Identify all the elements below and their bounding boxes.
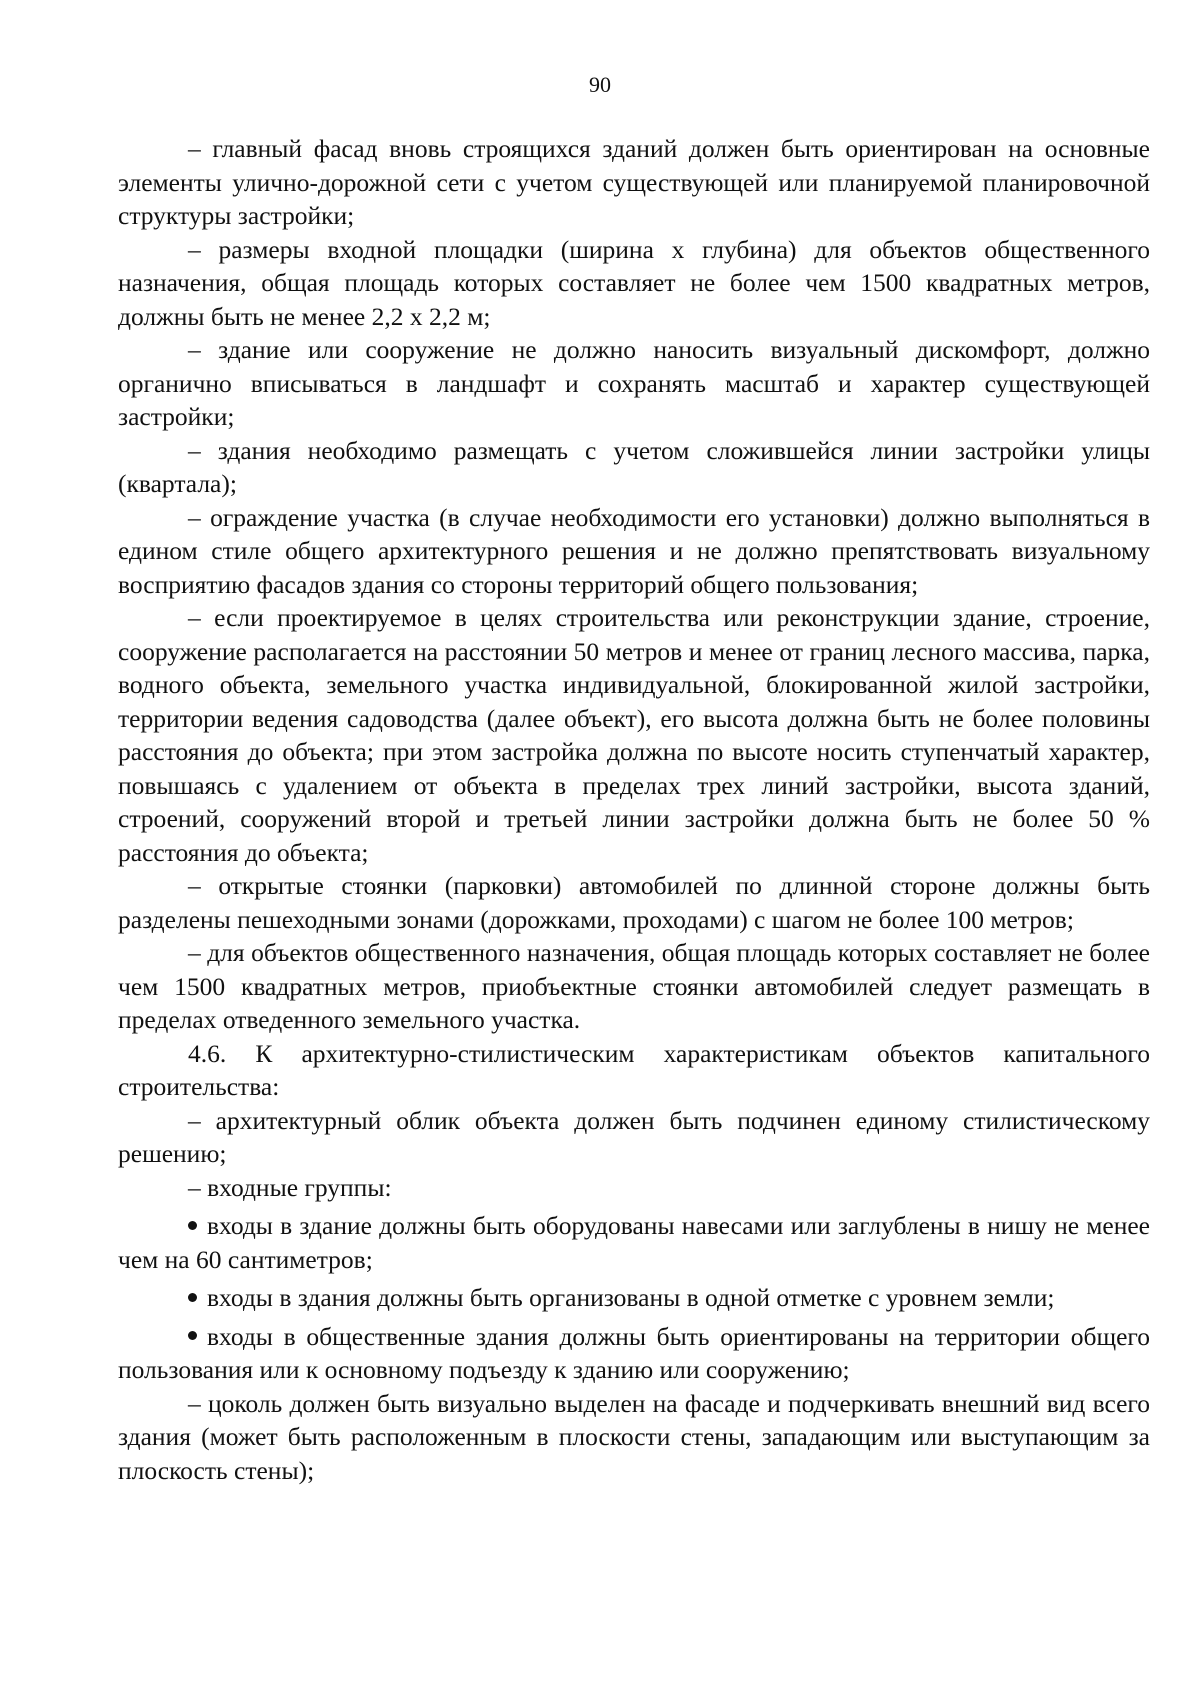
bullet-icon [188,1221,197,1230]
bullet-text: входы в общественные здания должны быть ориентированы на территории общего пользования или к основному подъезду к зданию или сооружению; [118,1321,1150,1384]
paragraph-parking-placement: – для объектов общественного назначения, общая площадь которых составляет не более чем 1500 квадратных метров, приобъектные стоянки автомобилей следует размещать в пределах отведенного земельного участка. [118,938,1150,1034]
paragraph-visual-comfort: – здание или сооружение не должно наносить визуальный дискомфорт, должно органично вписываться в ландшафт и сохранять масштаб и характер существующей застройки; [118,335,1150,431]
paragraph-plinth: – цоколь должен быть визуально выделен на фасаде и подчеркивать внешний вид всего здания (может быть расположенным в плоскости стены, западающим или выступающим за плоскость стены); [118,1388,1150,1485]
bullet-item [118,1276,1150,1315]
paragraph-architectural-style: – архитектурный облик объекта должен быть подчинен единому стилистическому решению; [118,1105,1150,1168]
paragraph-entrance-groups: – входные группы: [188,1172,392,1202]
paragraph-parking-zones: – открытые стоянки (парковки) автомобилей по длинной стороне должны быть разделены пешеходными зонами (дорожками, проходами) с шагом не более 100 метров; [118,871,1150,934]
bullet-item [118,1315,1150,1387]
bullet-text: входы в здание должны быть оборудованы навесами или заглублены в нишу не менее чем на 60 сантиметров; [118,1211,1150,1274]
paragraph-entrance-size: – размеры входной площадки (ширина х глубина) для объектов общественного назначения, общая площадь которых составляет не более чем 1500 квадратных метров, должны быть не менее 2,2 х 2,2 м; [118,234,1150,331]
paragraph-height-limit: – если проектируемое в целях строительства или реконструкции здание, строение, сооружение располагается на расстоянии 50 метров и менее от границ лесного массива, парка, водного объекта, земельного участка индивидуальной, блокированной жилой застройки, территории ведения садоводства (далее объект), его высота должна быть не более половины расстояния до объекта; при этом застройка должна по высоте носить ступенчатый характер, повышаясь с удалением от объекта в пределах трех линий застройки, высота зданий, строений, сооружений второй и третьей линии застройки должна быть не более 50 % расстояния до объекта; [118,603,1150,867]
bullet-icon [188,1331,197,1340]
bullet-icon [188,1293,197,1302]
section-heading-4-6: 4.6. К архитектурно-стилистическим характеристикам объектов капитального строительства: [118,1038,1150,1101]
bullet-text: входы в здания должны быть организованы в одной отметке с уровнем земли; [207,1283,1055,1312]
page-number: 90 [589,72,611,97]
document-body [118,132,1150,1487]
paragraph-fence: – ограждение участка (в случае необходимости его установки) должно выполняться в едином стиле общего архитектурного решения и не должно препятствовать визуальному восприятию фасадов здания со стороны территорий общего пользования; [118,502,1150,599]
paragraph-main-facade: – главный фасад вновь строящихся зданий должен быть ориентирован на основные элементы улично-дорожной сети с учетом существующей или планируемой планировочной структуры застройки; [118,134,1150,230]
paragraph-building-line: – здания необходимо размещать с учетом сложившейся линии застройки улицы (квартала); [118,435,1150,498]
bullet-item [118,1204,1150,1276]
